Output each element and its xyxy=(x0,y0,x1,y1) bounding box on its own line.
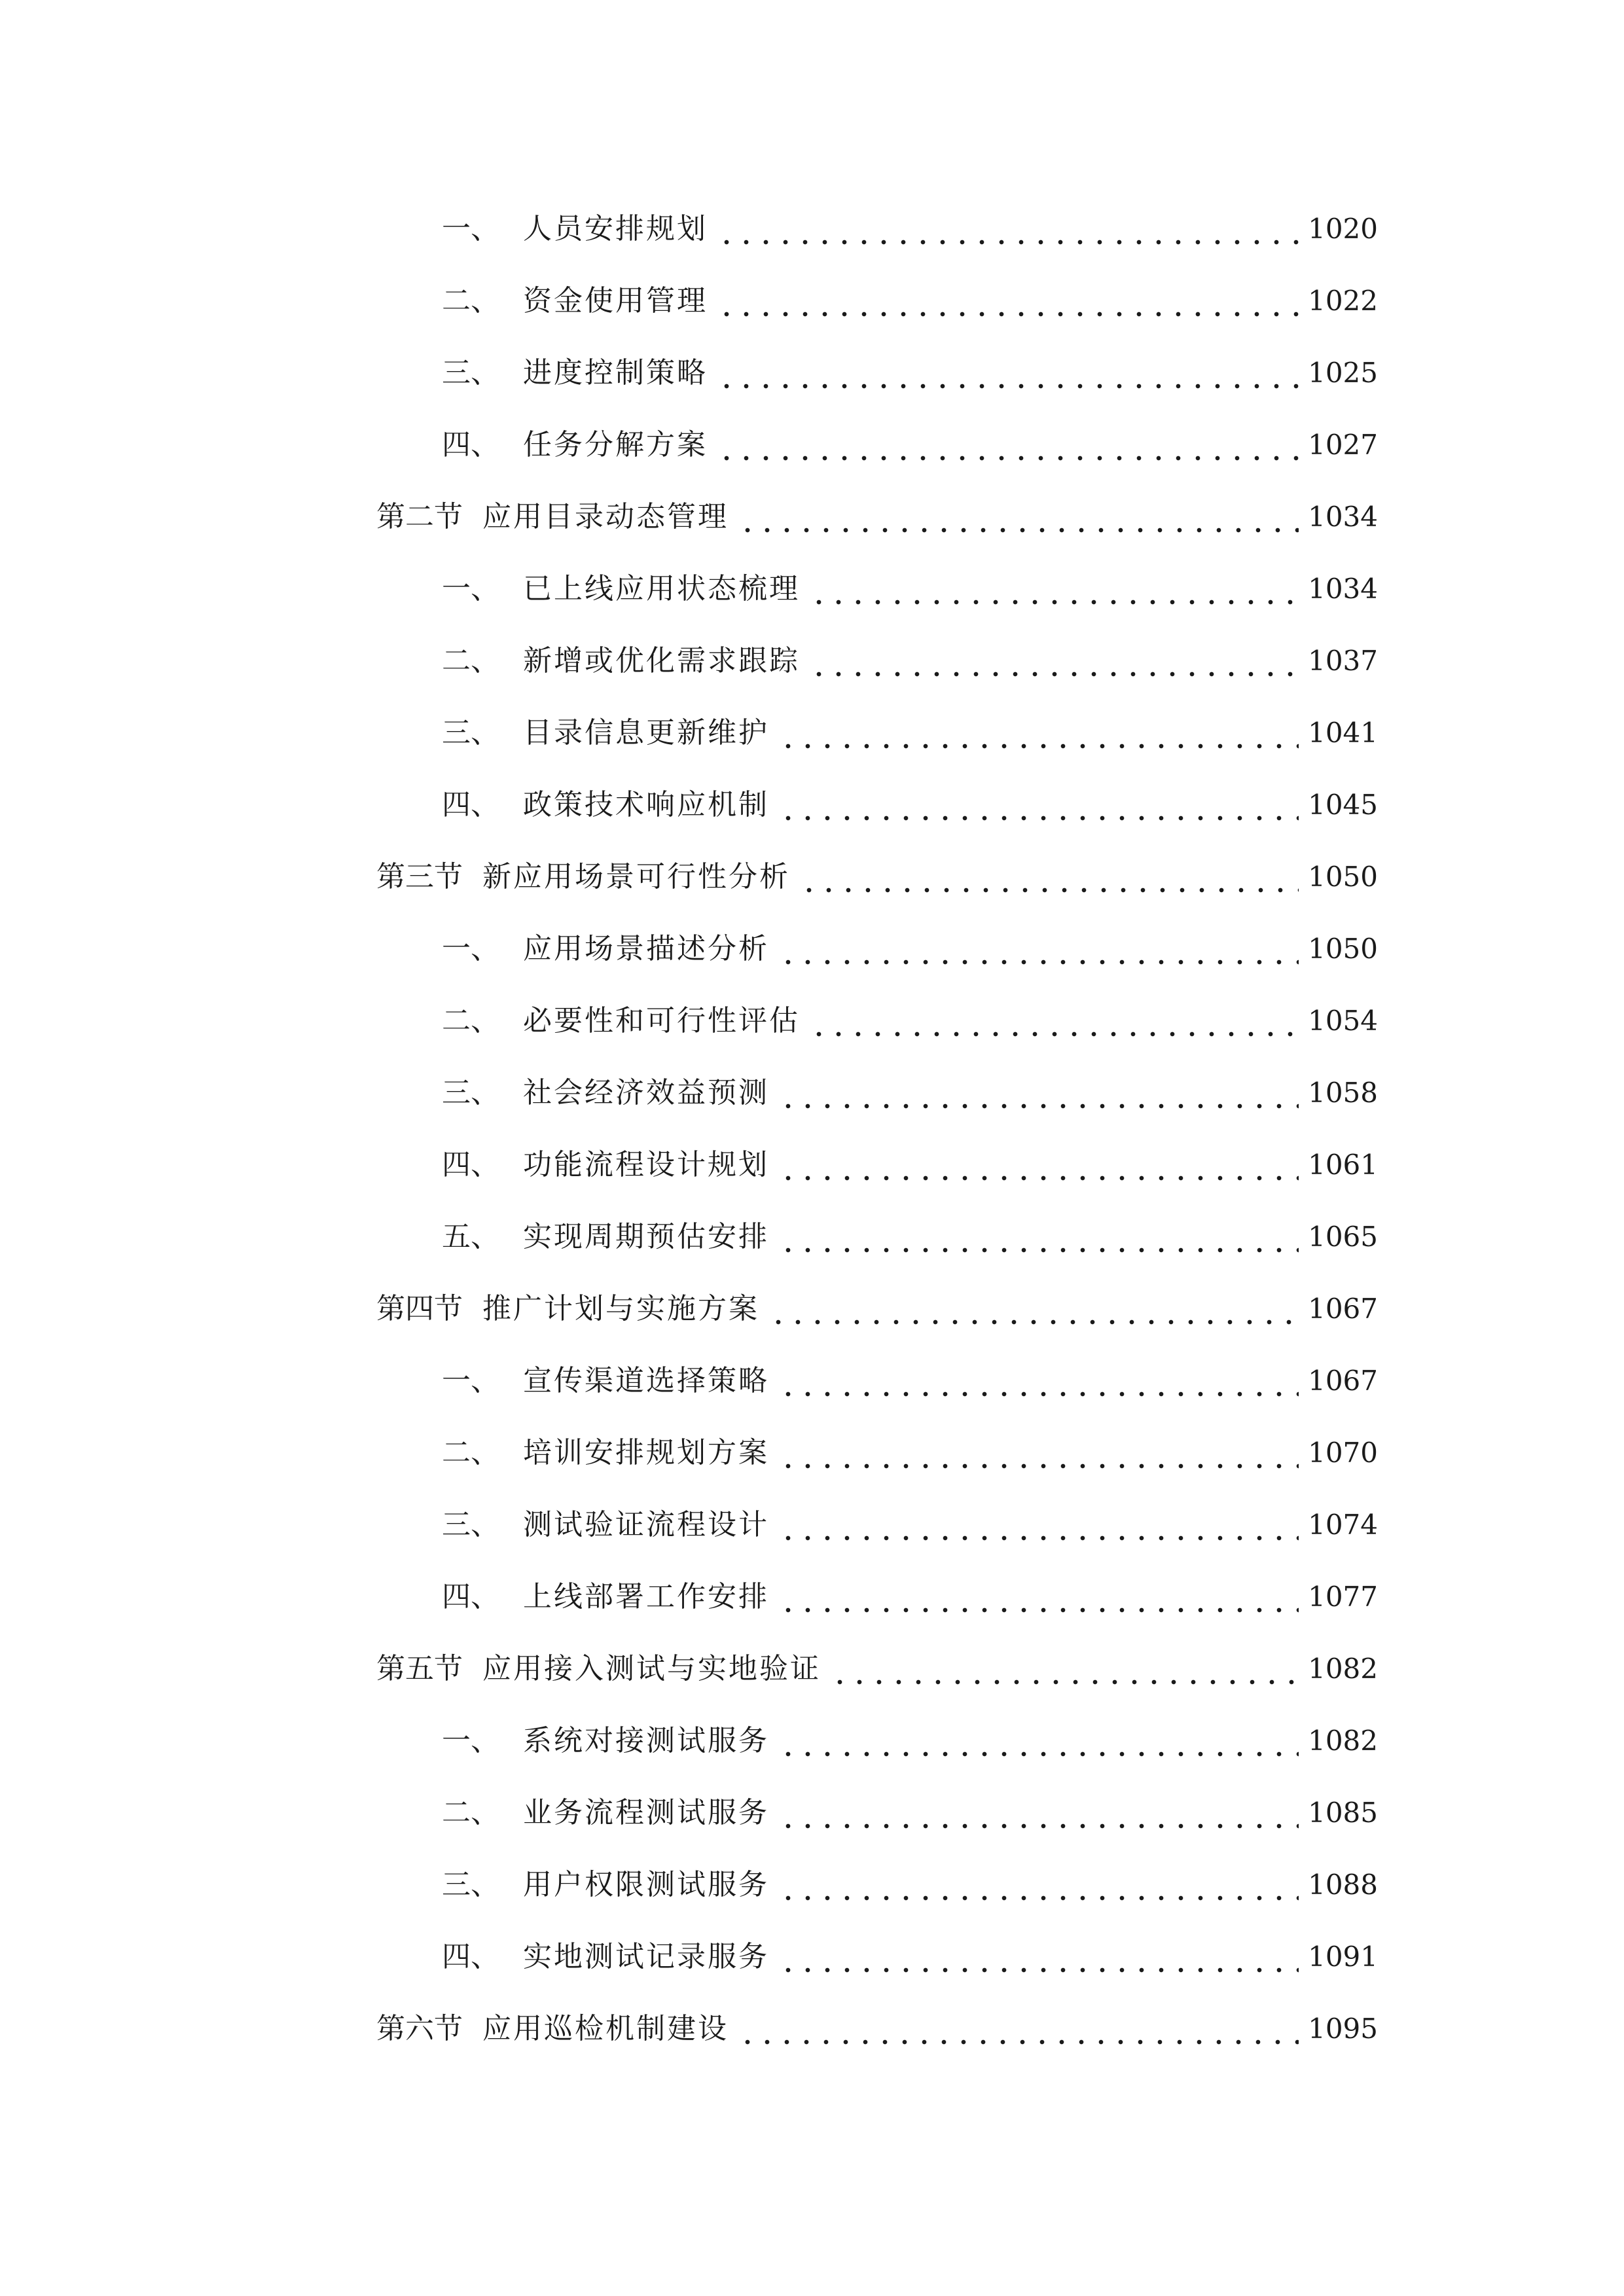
page-number: 1034 xyxy=(1308,501,1378,533)
toc-entry[interactable] xyxy=(442,347,1378,399)
page-number: 1070 xyxy=(1308,1437,1378,1469)
entry-title: 已上线应用状态梳理 xyxy=(523,572,800,605)
entry-number: 二、 xyxy=(442,1436,499,1469)
dot-leader xyxy=(806,563,1299,615)
dot-leader xyxy=(776,1787,1299,1839)
toc-entry[interactable] xyxy=(442,1787,1378,1839)
entry-number: 四、 xyxy=(442,1580,499,1613)
entry-title: 人员安排规划 xyxy=(523,212,708,245)
page-number: 1050 xyxy=(1308,861,1378,893)
toc-entry[interactable] xyxy=(442,1859,1378,1911)
page-number: 1020 xyxy=(1308,213,1378,245)
toc-entry[interactable] xyxy=(442,1139,1378,1191)
page-number: 1082 xyxy=(1308,1653,1378,1685)
toc-section-entry[interactable] xyxy=(376,491,1378,543)
entry-title: 进度控制策略 xyxy=(523,356,708,389)
toc-section-entry[interactable] xyxy=(376,1283,1378,1335)
toc-entry[interactable] xyxy=(442,707,1378,759)
toc-entry[interactable] xyxy=(442,419,1378,471)
dot-leader xyxy=(776,1499,1299,1551)
dot-leader xyxy=(776,707,1299,759)
entry-title: 目录信息更新维护 xyxy=(523,716,769,749)
dot-leader xyxy=(797,851,1299,903)
dot-leader xyxy=(714,347,1299,399)
dot-leader xyxy=(776,1067,1299,1119)
entry-title: 业务流程测试服务 xyxy=(523,1796,769,1829)
entry-title: 功能流程设计规划 xyxy=(523,1148,769,1181)
dot-leader xyxy=(776,1211,1299,1263)
page-number: 1085 xyxy=(1308,1797,1378,1829)
section-number: 第三节 xyxy=(376,860,463,893)
section-title: 应用目录动态管理 xyxy=(482,500,729,533)
page-number: 1095 xyxy=(1308,2013,1378,2045)
page-number: 1088 xyxy=(1308,1869,1378,1901)
section-number: 第五节 xyxy=(376,1652,463,1685)
dot-leader xyxy=(714,275,1299,327)
dot-leader xyxy=(776,1931,1299,1983)
entry-title: 测试验证流程设计 xyxy=(523,1508,769,1541)
entry-title: 社会经济效益预测 xyxy=(523,1076,769,1109)
dot-leader xyxy=(827,1643,1299,1695)
entry-number: 四、 xyxy=(442,428,499,461)
entry-number: 二、 xyxy=(442,1004,499,1037)
page-number: 1037 xyxy=(1308,645,1378,677)
toc-entry[interactable] xyxy=(442,1931,1378,1983)
entry-number: 一、 xyxy=(442,212,499,245)
page-number: 1027 xyxy=(1308,429,1378,461)
toc-entry[interactable] xyxy=(442,1499,1378,1551)
page-number: 1045 xyxy=(1308,789,1378,821)
toc-entry[interactable] xyxy=(442,1715,1378,1767)
entry-number: 三、 xyxy=(442,1508,499,1541)
section-title: 应用接入测试与实地验证 xyxy=(482,1652,821,1685)
entry-number: 一、 xyxy=(442,1724,499,1757)
toc-section-entry[interactable] xyxy=(376,851,1378,903)
entry-title: 系统对接测试服务 xyxy=(523,1724,769,1757)
entry-number: 三、 xyxy=(442,1868,499,1901)
entry-number: 四、 xyxy=(442,788,499,821)
toc-entry[interactable] xyxy=(442,923,1378,975)
entry-number: 四、 xyxy=(442,1148,499,1181)
entry-title: 必要性和可行性评估 xyxy=(523,1004,800,1037)
entry-title: 应用场景描述分析 xyxy=(523,932,769,965)
page-number: 1074 xyxy=(1308,1509,1378,1541)
page-number: 1077 xyxy=(1308,1581,1378,1613)
dot-leader xyxy=(776,779,1299,831)
page-number: 1058 xyxy=(1308,1077,1378,1109)
page-number: 1034 xyxy=(1308,573,1378,605)
page-number: 1082 xyxy=(1308,1725,1378,1757)
dot-leader xyxy=(776,1571,1299,1623)
entry-number: 三、 xyxy=(442,716,499,749)
toc-entry[interactable] xyxy=(442,203,1378,255)
entry-title: 新增或优化需求跟踪 xyxy=(523,644,800,677)
toc-entry[interactable] xyxy=(442,275,1378,327)
dot-leader xyxy=(735,491,1299,543)
entry-title: 宣传渠道选择策略 xyxy=(523,1364,769,1397)
dot-leader xyxy=(714,419,1299,471)
toc-section-entry[interactable] xyxy=(376,2003,1378,2055)
dot-leader xyxy=(776,1715,1299,1767)
toc-entry[interactable] xyxy=(442,635,1378,687)
page-number: 1050 xyxy=(1308,933,1378,965)
dot-leader xyxy=(776,923,1299,975)
page-number: 1022 xyxy=(1308,285,1378,317)
section-number: 第二节 xyxy=(376,500,463,533)
entry-number: 一、 xyxy=(442,932,499,965)
entry-title: 任务分解方案 xyxy=(523,428,708,461)
page-number: 1041 xyxy=(1308,717,1378,749)
entry-number: 二、 xyxy=(442,284,499,317)
page-number: 1065 xyxy=(1308,1221,1378,1253)
section-title: 新应用场景可行性分析 xyxy=(482,860,790,893)
toc-entry[interactable] xyxy=(442,1355,1378,1407)
entry-title: 培训安排规划方案 xyxy=(523,1436,769,1469)
page-number: 1067 xyxy=(1308,1365,1378,1397)
entry-number: 五、 xyxy=(442,1220,499,1253)
section-number: 第六节 xyxy=(376,2012,463,2045)
page-number: 1067 xyxy=(1308,1293,1378,1325)
entry-number: 一、 xyxy=(442,572,499,605)
entry-title: 实地测试记录服务 xyxy=(523,1940,769,1973)
entry-title: 实现周期预估安排 xyxy=(523,1220,769,1253)
dot-leader xyxy=(776,1355,1299,1407)
toc-entry[interactable] xyxy=(442,779,1378,831)
entry-title: 用户权限测试服务 xyxy=(523,1868,769,1901)
entry-number: 四、 xyxy=(442,1940,499,1973)
toc-entry[interactable] xyxy=(442,1427,1378,1479)
page-number: 1061 xyxy=(1308,1149,1378,1181)
section-number: 第四节 xyxy=(376,1292,463,1325)
dot-leader xyxy=(806,995,1299,1047)
section-title: 应用巡检机制建设 xyxy=(482,2012,729,2045)
dot-leader xyxy=(806,635,1299,687)
dot-leader xyxy=(776,1859,1299,1911)
entry-number: 二、 xyxy=(442,1796,499,1829)
dot-leader xyxy=(776,1427,1299,1479)
entry-title: 资金使用管理 xyxy=(523,284,708,317)
toc-entry[interactable] xyxy=(442,563,1378,615)
toc-section-entry[interactable] xyxy=(376,1643,1378,1695)
toc-entry[interactable] xyxy=(442,1571,1378,1623)
entry-number: 三、 xyxy=(442,356,499,389)
toc-entry[interactable] xyxy=(442,995,1378,1047)
dot-leader xyxy=(766,1283,1299,1335)
dot-leader xyxy=(776,1139,1299,1191)
entry-number: 二、 xyxy=(442,644,499,677)
section-title: 推广计划与实施方案 xyxy=(482,1292,759,1325)
dot-leader xyxy=(735,2003,1299,2055)
page-number: 1025 xyxy=(1308,357,1378,389)
entry-title: 上线部署工作安排 xyxy=(523,1580,769,1613)
page-number: 1091 xyxy=(1308,1941,1378,1973)
entry-title: 政策技术响应机制 xyxy=(523,788,769,821)
dot-leader xyxy=(714,203,1299,255)
entry-number: 一、 xyxy=(442,1364,499,1397)
page-number: 1054 xyxy=(1308,1005,1378,1037)
entry-number: 三、 xyxy=(442,1076,499,1109)
toc-entry[interactable] xyxy=(442,1211,1378,1263)
toc-entry[interactable] xyxy=(442,1067,1378,1119)
